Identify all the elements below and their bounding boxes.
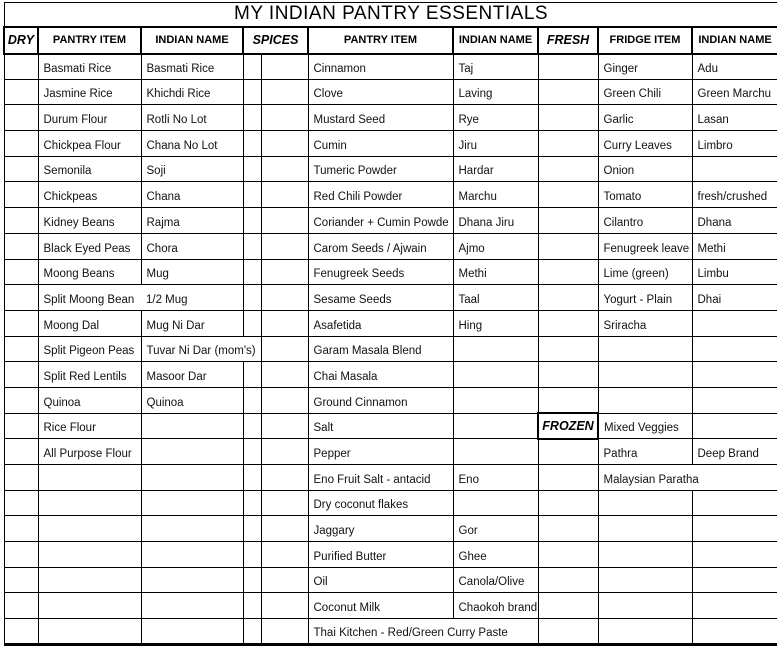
spacer-cell	[243, 182, 261, 208]
spices-label-column-cell	[261, 362, 308, 388]
fresh-name-cell: Limbro	[692, 131, 777, 157]
dry-name-cell	[141, 516, 243, 542]
spices-label-column-cell	[261, 567, 308, 593]
spice-item-cell: Oil	[308, 567, 453, 593]
spice-item-cell: Eno Fruit Salt - antacid	[308, 465, 453, 491]
fresh-label-column-cell	[538, 259, 598, 285]
fresh-label-column-cell	[538, 542, 598, 568]
dry-name-cell: Chora	[141, 233, 243, 259]
table-row	[4, 387, 777, 413]
spacer-cell	[243, 619, 261, 645]
dry-item-cell: Jasmine Rice	[38, 79, 141, 105]
table-row	[4, 182, 777, 208]
dry-label-column-cell	[4, 105, 38, 131]
dry-label-column-cell	[4, 79, 38, 105]
spice-name-cell	[453, 387, 538, 413]
dry-name-cell: Quinoa	[141, 387, 243, 413]
header-fridge-item: FRIDGE ITEM	[598, 27, 692, 54]
dry-label-column-cell	[4, 285, 38, 311]
spice-item-cell: Cinnamon	[308, 54, 453, 80]
fresh-name-cell	[692, 465, 777, 491]
dry-item-cell: Split Pigeon Peas	[38, 336, 141, 362]
fresh-label-column-cell	[538, 54, 598, 80]
fresh-item-cell	[598, 593, 692, 619]
spices-label-column-cell	[261, 156, 308, 182]
spices-label-column-cell	[261, 131, 308, 157]
dry-item-cell: Kidney Beans	[38, 208, 141, 234]
spice-name-cell: Taal	[453, 285, 538, 311]
header-spices: SPICES	[243, 27, 308, 54]
spacer-cell	[243, 567, 261, 593]
table-row	[4, 619, 777, 645]
fresh-label-column-cell	[538, 593, 598, 619]
spice-item-cell: Carom Seeds / Ajwain	[308, 233, 453, 259]
spice-name-cell: Rye	[453, 105, 538, 131]
fresh-name-cell	[692, 413, 777, 439]
table-row	[4, 310, 777, 336]
dry-label-column-cell	[4, 593, 38, 619]
dry-label-column-cell	[4, 490, 38, 516]
spice-name-cell: Hing	[453, 310, 538, 336]
fresh-label-column-cell	[538, 439, 598, 465]
spice-item-cell: Salt	[308, 413, 453, 439]
dry-name-cell: Khichdi Rice	[141, 79, 243, 105]
spice-item-cell: Coriander + Cumin Powde	[308, 208, 453, 234]
dry-label-column-cell	[4, 336, 38, 362]
spice-name-cell: Hardar	[453, 156, 538, 182]
spice-item-cell: Jaggary	[308, 516, 453, 542]
table-row	[4, 490, 777, 516]
header-row	[4, 27, 777, 54]
dry-label-column-cell	[4, 54, 38, 80]
table-row	[4, 79, 777, 105]
table-row	[4, 233, 777, 259]
fresh-name-cell: Lasan	[692, 105, 777, 131]
dry-name-cell: Chana No Lot	[141, 131, 243, 157]
spice-item-cell: Red Chili Powder	[308, 182, 453, 208]
fresh-item-cell: Malaysian Paratha	[598, 465, 692, 491]
dry-label-column-cell	[4, 619, 38, 645]
dry-label-column-cell	[4, 233, 38, 259]
dry-label-column-cell	[4, 131, 38, 157]
fresh-item-cell: Pathra	[598, 439, 692, 465]
fresh-label-column-cell	[538, 567, 598, 593]
spacer-cell	[243, 285, 261, 311]
fresh-item-cell: Green Chili	[598, 79, 692, 105]
title-row	[4, 3, 777, 27]
dry-item-cell	[38, 465, 141, 491]
dry-name-cell: Basmati Rice	[141, 54, 243, 80]
spacer-cell	[243, 516, 261, 542]
header-fresh: FRESH	[538, 27, 598, 54]
spice-name-cell: Taj	[453, 54, 538, 80]
fresh-item-cell	[598, 567, 692, 593]
spices-label-column-cell	[261, 516, 308, 542]
dry-name-cell: Soji	[141, 156, 243, 182]
fresh-name-cell: Methi	[692, 233, 777, 259]
spice-name-cell: Ajmo	[453, 233, 538, 259]
spices-label-column-cell	[261, 285, 308, 311]
dry-label-column-cell	[4, 413, 38, 439]
fresh-item-cell	[598, 542, 692, 568]
dry-name-cell	[141, 542, 243, 568]
spice-name-cell: Ghee	[453, 542, 538, 568]
fresh-name-cell: Deep Brand	[692, 439, 777, 465]
fresh-label-column-cell	[538, 156, 598, 182]
table-row	[4, 542, 777, 568]
fresh-item-cell	[598, 387, 692, 413]
dry-item-cell: Basmati Rice	[38, 54, 141, 80]
spice-item-cell: Sesame Seeds	[308, 285, 453, 311]
spice-name-cell	[453, 439, 538, 465]
fresh-label-column-cell	[538, 79, 598, 105]
spices-label-column-cell	[261, 54, 308, 80]
table-row	[4, 516, 777, 542]
spices-label-column-cell	[261, 105, 308, 131]
dry-name-cell	[141, 413, 243, 439]
spices-label-column-cell	[261, 310, 308, 336]
dry-label-column-cell	[4, 310, 38, 336]
table-row	[4, 336, 777, 362]
fresh-label-column-cell	[538, 182, 598, 208]
spacer-cell	[243, 310, 261, 336]
pantry-table	[3, 2, 777, 646]
spices-label-column-cell	[261, 336, 308, 362]
fresh-label-column-cell	[538, 336, 598, 362]
spices-label-column-cell	[261, 387, 308, 413]
fresh-name-cell	[692, 490, 777, 516]
fresh-item-cell	[598, 490, 692, 516]
dry-item-cell: Semonila	[38, 156, 141, 182]
spice-item-cell: Cumin	[308, 131, 453, 157]
table-row	[4, 439, 777, 465]
dry-item-cell: Quinoa	[38, 387, 141, 413]
spice-name-cell: Marchu	[453, 182, 538, 208]
spices-label-column-cell	[261, 439, 308, 465]
dry-item-cell: Chickpeas	[38, 182, 141, 208]
dry-label-column-cell	[4, 387, 38, 413]
dry-item-cell	[38, 516, 141, 542]
fresh-label-column-cell	[538, 362, 598, 388]
spice-item-cell: Dry coconut flakes	[308, 490, 453, 516]
fresh-name-cell	[692, 619, 777, 645]
spice-name-cell: Dhana Jiru	[453, 208, 538, 234]
table-row	[4, 105, 777, 131]
spice-item-cell: Clove	[308, 79, 453, 105]
fresh-name-cell: fresh/crushed	[692, 182, 777, 208]
spice-item-cell: Thai Kitchen - Red/Green Curry Paste	[308, 619, 453, 645]
header-dry: DRY	[4, 27, 38, 54]
fresh-item-cell: Tomato	[598, 182, 692, 208]
fresh-item-cell: Onion	[598, 156, 692, 182]
dry-name-cell: 1/2 Mug	[141, 285, 243, 311]
spices-label-column-cell	[261, 233, 308, 259]
dry-label-column-cell	[4, 362, 38, 388]
fresh-name-cell	[692, 593, 777, 619]
dry-item-cell: Moong Beans	[38, 259, 141, 285]
dry-name-cell	[141, 619, 243, 645]
header-pantry-item-1: PANTRY ITEM	[38, 27, 141, 54]
fresh-item-cell	[598, 516, 692, 542]
dry-name-cell: Rotli No Lot	[141, 105, 243, 131]
spice-item-cell: Tumeric Powder	[308, 156, 453, 182]
spacer-cell	[243, 105, 261, 131]
dry-label-column-cell	[4, 516, 38, 542]
fresh-name-cell	[692, 567, 777, 593]
spices-label-column-cell	[261, 79, 308, 105]
dry-item-cell	[38, 567, 141, 593]
dry-name-cell: Tuvar Ni Dar (mom's)	[141, 336, 243, 362]
fresh-item-cell	[598, 619, 692, 645]
header-pantry-item-2: PANTRY ITEM	[308, 27, 453, 54]
spacer-cell	[243, 131, 261, 157]
spices-label-column-cell	[261, 259, 308, 285]
dry-label-column-cell	[4, 542, 38, 568]
fresh-label-column-cell	[538, 208, 598, 234]
table-row	[4, 259, 777, 285]
fresh-item-cell: Ginger	[598, 54, 692, 80]
dry-item-cell: All Purpose Flour	[38, 439, 141, 465]
spices-label-column-cell	[261, 490, 308, 516]
dry-item-cell	[38, 542, 141, 568]
fresh-label-column-cell	[538, 490, 598, 516]
spacer-cell	[243, 156, 261, 182]
table-row	[4, 208, 777, 234]
spacer-cell	[243, 79, 261, 105]
spice-name-cell: Methi	[453, 259, 538, 285]
table-row	[4, 131, 777, 157]
dry-label-column-cell	[4, 208, 38, 234]
fresh-name-cell	[692, 542, 777, 568]
spice-item-cell: Ground Cinnamon	[308, 387, 453, 413]
fresh-label-column-cell	[538, 233, 598, 259]
fresh-name-cell	[692, 336, 777, 362]
fresh-item-cell	[598, 362, 692, 388]
table-row	[4, 54, 777, 80]
spice-item-cell: Chai Masala	[308, 362, 453, 388]
spacer-cell	[243, 387, 261, 413]
dry-item-cell: Split Moong Bean	[38, 285, 141, 311]
dry-name-cell	[141, 567, 243, 593]
spice-name-cell: Jiru	[453, 131, 538, 157]
spices-label-column-cell	[261, 593, 308, 619]
fresh-name-cell: Dhana	[692, 208, 777, 234]
table-row	[4, 156, 777, 182]
spacer-cell	[243, 413, 261, 439]
dry-label-column-cell	[4, 156, 38, 182]
fresh-item-cell	[598, 336, 692, 362]
dry-item-cell	[38, 593, 141, 619]
spices-label-column-cell	[261, 413, 308, 439]
spice-name-cell: Gor	[453, 516, 538, 542]
dry-item-cell: Durum Flour	[38, 105, 141, 131]
spice-item-cell: Pepper	[308, 439, 453, 465]
spice-name-cell: Laving	[453, 79, 538, 105]
table-row	[4, 362, 777, 388]
dry-name-cell	[141, 593, 243, 619]
fresh-name-cell	[692, 362, 777, 388]
dry-label-column-cell	[4, 567, 38, 593]
fresh-item-cell: Fenugreek leave	[598, 233, 692, 259]
dry-item-cell: Rice Flour	[38, 413, 141, 439]
spice-name-cell: Canola/Olive	[453, 567, 538, 593]
spacer-cell	[243, 259, 261, 285]
fresh-label-column-cell	[538, 619, 598, 645]
spice-item-cell: Garam Masala Blend	[308, 336, 453, 362]
dry-name-cell	[141, 439, 243, 465]
spices-label-column-cell	[261, 182, 308, 208]
header-indian-name-3: INDIAN NAME	[692, 27, 777, 54]
dry-item-cell	[38, 490, 141, 516]
dry-item-cell: Chickpea Flour	[38, 131, 141, 157]
fresh-item-cell: Lime (green)	[598, 259, 692, 285]
frozen-label-cell: FROZEN	[538, 413, 598, 439]
spacer-cell	[243, 593, 261, 619]
header-indian-name-2: INDIAN NAME	[453, 27, 538, 54]
header-indian-name-1: INDIAN NAME	[141, 27, 243, 54]
fresh-label-column-cell	[538, 285, 598, 311]
dry-item-cell: Moong Dal	[38, 310, 141, 336]
fresh-item-cell: Cilantro	[598, 208, 692, 234]
spices-label-column-cell	[261, 465, 308, 491]
spice-item-cell: Asafetida	[308, 310, 453, 336]
spice-item-cell: Coconut Milk	[308, 593, 453, 619]
table-row	[4, 413, 777, 439]
dry-name-cell	[141, 490, 243, 516]
spice-name-cell	[453, 490, 538, 516]
table-row	[4, 593, 777, 619]
dry-label-column-cell	[4, 259, 38, 285]
fresh-name-cell	[692, 387, 777, 413]
fresh-name-cell: Limbu	[692, 259, 777, 285]
spice-item-cell: Purified Butter	[308, 542, 453, 568]
table-row	[4, 285, 777, 311]
dry-name-cell: Mug	[141, 259, 243, 285]
dry-name-cell: Mug Ni Dar	[141, 310, 243, 336]
spice-name-cell	[453, 336, 538, 362]
dry-label-column-cell	[4, 439, 38, 465]
dry-item-cell: Split Red Lentils	[38, 362, 141, 388]
spacer-cell	[243, 233, 261, 259]
spice-name-cell	[453, 362, 538, 388]
spacer-cell	[243, 490, 261, 516]
fresh-name-cell	[692, 310, 777, 336]
dry-label-column-cell	[4, 182, 38, 208]
spacer-cell	[243, 542, 261, 568]
spacer-cell	[243, 208, 261, 234]
fresh-name-cell: Green Marchu	[692, 79, 777, 105]
spice-item-cell: Fenugreek Seeds	[308, 259, 453, 285]
dry-item-cell	[38, 619, 141, 645]
fresh-label-column-cell	[538, 387, 598, 413]
dry-name-cell: Masoor Dar	[141, 362, 243, 388]
spacer-cell	[243, 439, 261, 465]
spice-name-cell	[453, 413, 538, 439]
fresh-label-column-cell	[538, 105, 598, 131]
fresh-label-column-cell	[538, 131, 598, 157]
dry-item-cell: Black Eyed Peas	[38, 233, 141, 259]
spacer-cell	[243, 54, 261, 80]
table-row	[4, 465, 777, 491]
dry-name-cell: Chana	[141, 182, 243, 208]
fresh-item-cell: Curry Leaves	[598, 131, 692, 157]
fresh-name-cell	[692, 156, 777, 182]
spices-label-column-cell	[261, 208, 308, 234]
fresh-item-cell: Yogurt - Plain	[598, 285, 692, 311]
dry-name-cell	[141, 465, 243, 491]
spices-label-column-cell	[261, 542, 308, 568]
table-row	[4, 567, 777, 593]
fresh-name-cell: Adu	[692, 54, 777, 80]
spacer-cell	[243, 362, 261, 388]
page-title: MY INDIAN PANTRY ESSENTIALS	[4, 3, 777, 27]
fresh-item-cell: Garlic	[598, 105, 692, 131]
spice-name-cell: Eno	[453, 465, 538, 491]
fresh-name-cell	[692, 516, 777, 542]
fresh-item-cell: Mixed Veggies	[598, 413, 692, 439]
fresh-label-column-cell	[538, 516, 598, 542]
spice-item-cell: Mustard Seed	[308, 105, 453, 131]
fresh-item-cell: Sriracha	[598, 310, 692, 336]
spice-name-cell: Chaokoh brand	[453, 593, 538, 619]
fresh-label-column-cell	[538, 465, 598, 491]
spacer-cell	[243, 465, 261, 491]
fresh-label-column-cell	[538, 310, 598, 336]
spices-label-column-cell	[261, 619, 308, 645]
fresh-name-cell: Dhai	[692, 285, 777, 311]
dry-label-column-cell	[4, 465, 38, 491]
dry-name-cell: Rajma	[141, 208, 243, 234]
